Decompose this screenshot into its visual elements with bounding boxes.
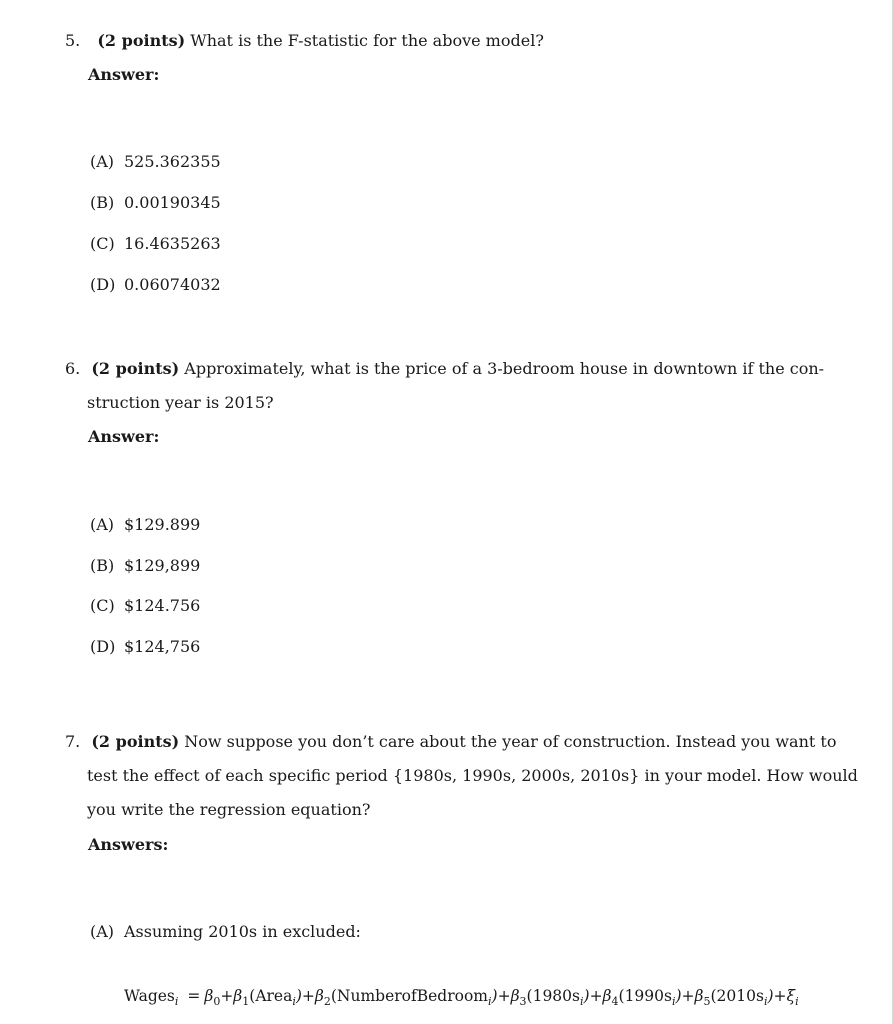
question-5-option-d	[90, 275, 221, 295]
eq-1980s: (1980s	[526, 987, 580, 1005]
eq-area-i: i	[292, 995, 296, 1009]
question-6-option-a	[90, 515, 200, 535]
eq-b5-sub: 5	[703, 995, 711, 1009]
option-text: Assuming 2010s in excluded:	[124, 922, 361, 941]
eq-b5: )+β	[675, 987, 704, 1005]
option-text: $129.899	[124, 515, 201, 534]
option-letter: (A)	[90, 922, 115, 941]
option-text: $129,899	[124, 556, 201, 575]
option-letter: (D)	[90, 275, 116, 294]
option-letter: (A)	[90, 152, 115, 171]
question-6-line-1	[65, 359, 824, 379]
eq-b3-sub: 3	[519, 995, 527, 1009]
question-6-option-c	[90, 596, 200, 616]
question-7-line-3: you write the regression equation?	[87, 800, 371, 819]
option-text: 0.00190345	[124, 193, 221, 212]
eq-b4: )+β	[583, 987, 612, 1005]
eq-1980s-i: i	[579, 995, 584, 1009]
question-6-points: (2 points)	[91, 359, 180, 378]
question-7-points: (2 points)	[91, 732, 180, 751]
question-6-text-1: Approximately, what is the price of a 3-bedroom house in downtown if the con-	[184, 359, 825, 378]
option-text: $124,756	[124, 637, 201, 656]
eq-b3: )+β	[491, 987, 520, 1005]
question-5-option-c	[90, 234, 221, 254]
eq-bedroom: (NumberofBedroom	[330, 987, 488, 1005]
option-letter: (C)	[90, 234, 115, 253]
question-7-answer-label: Answers:	[88, 835, 169, 854]
eq-b1: +β	[220, 987, 243, 1005]
eq-equals: =	[187, 987, 201, 1005]
eq-xi: )+ξ	[767, 987, 796, 1005]
question-7-option-a	[90, 922, 361, 942]
question-7-line-2: test the effect of each specific period {1980s, 1990s, 2000s, 2010s} in your model. How would	[87, 766, 858, 785]
eq-1990s: (1990s	[618, 987, 672, 1005]
question-5-option-a	[90, 152, 221, 172]
question-7-text-1: Now suppose you don’t care about the year of construction. Instead you want to	[184, 732, 837, 751]
option-letter: (B)	[90, 556, 115, 575]
eq-xi-i: i	[795, 995, 799, 1009]
question-5-option-b	[90, 193, 221, 213]
eq-sub-i: i	[174, 995, 179, 1009]
question-5-answer-label: Answer:	[88, 65, 160, 84]
question-6-option-d	[90, 637, 200, 657]
question-6-option-b	[90, 556, 200, 576]
eq-b0: β	[204, 987, 214, 1005]
question-5-text: What is the F-statistic for the above model?	[190, 31, 544, 50]
eq-b0-sub: 0	[213, 995, 221, 1009]
option-letter: (B)	[90, 193, 115, 212]
eq-b1-sub: 1	[242, 995, 250, 1009]
question-7-number: 7.	[65, 732, 81, 751]
option-text: $124.756	[124, 596, 201, 615]
option-text: 0.06074032	[124, 275, 221, 294]
question-6-answer-label: Answer:	[88, 427, 160, 446]
eq-b4-sub: 4	[611, 995, 619, 1009]
question-6-number: 6.	[65, 359, 81, 378]
eq-lhs: Wages	[124, 987, 175, 1005]
question-5-line-1	[65, 31, 544, 51]
option-text: 525.362355	[124, 152, 221, 171]
eq-b2: )+β	[295, 987, 324, 1005]
eq-1990s-i: i	[671, 995, 676, 1009]
eq-2010s: (2010s	[710, 987, 764, 1005]
option-letter: (A)	[90, 515, 115, 534]
eq-area: (Area	[249, 987, 293, 1005]
regression-equation	[124, 986, 799, 1009]
question-5-number: 5.	[65, 31, 81, 50]
eq-bedroom-i: i	[488, 995, 492, 1009]
question-6-line-2: struction year is 2015?	[87, 393, 274, 412]
eq-b2-sub: 2	[323, 995, 331, 1009]
option-letter: (D)	[90, 637, 116, 656]
question-5-points: (2 points)	[97, 31, 186, 50]
eq-2010s-i: i	[763, 995, 768, 1009]
option-text: 16.4635263	[124, 234, 221, 253]
option-letter: (C)	[90, 596, 115, 615]
question-7-line-1	[65, 732, 836, 752]
